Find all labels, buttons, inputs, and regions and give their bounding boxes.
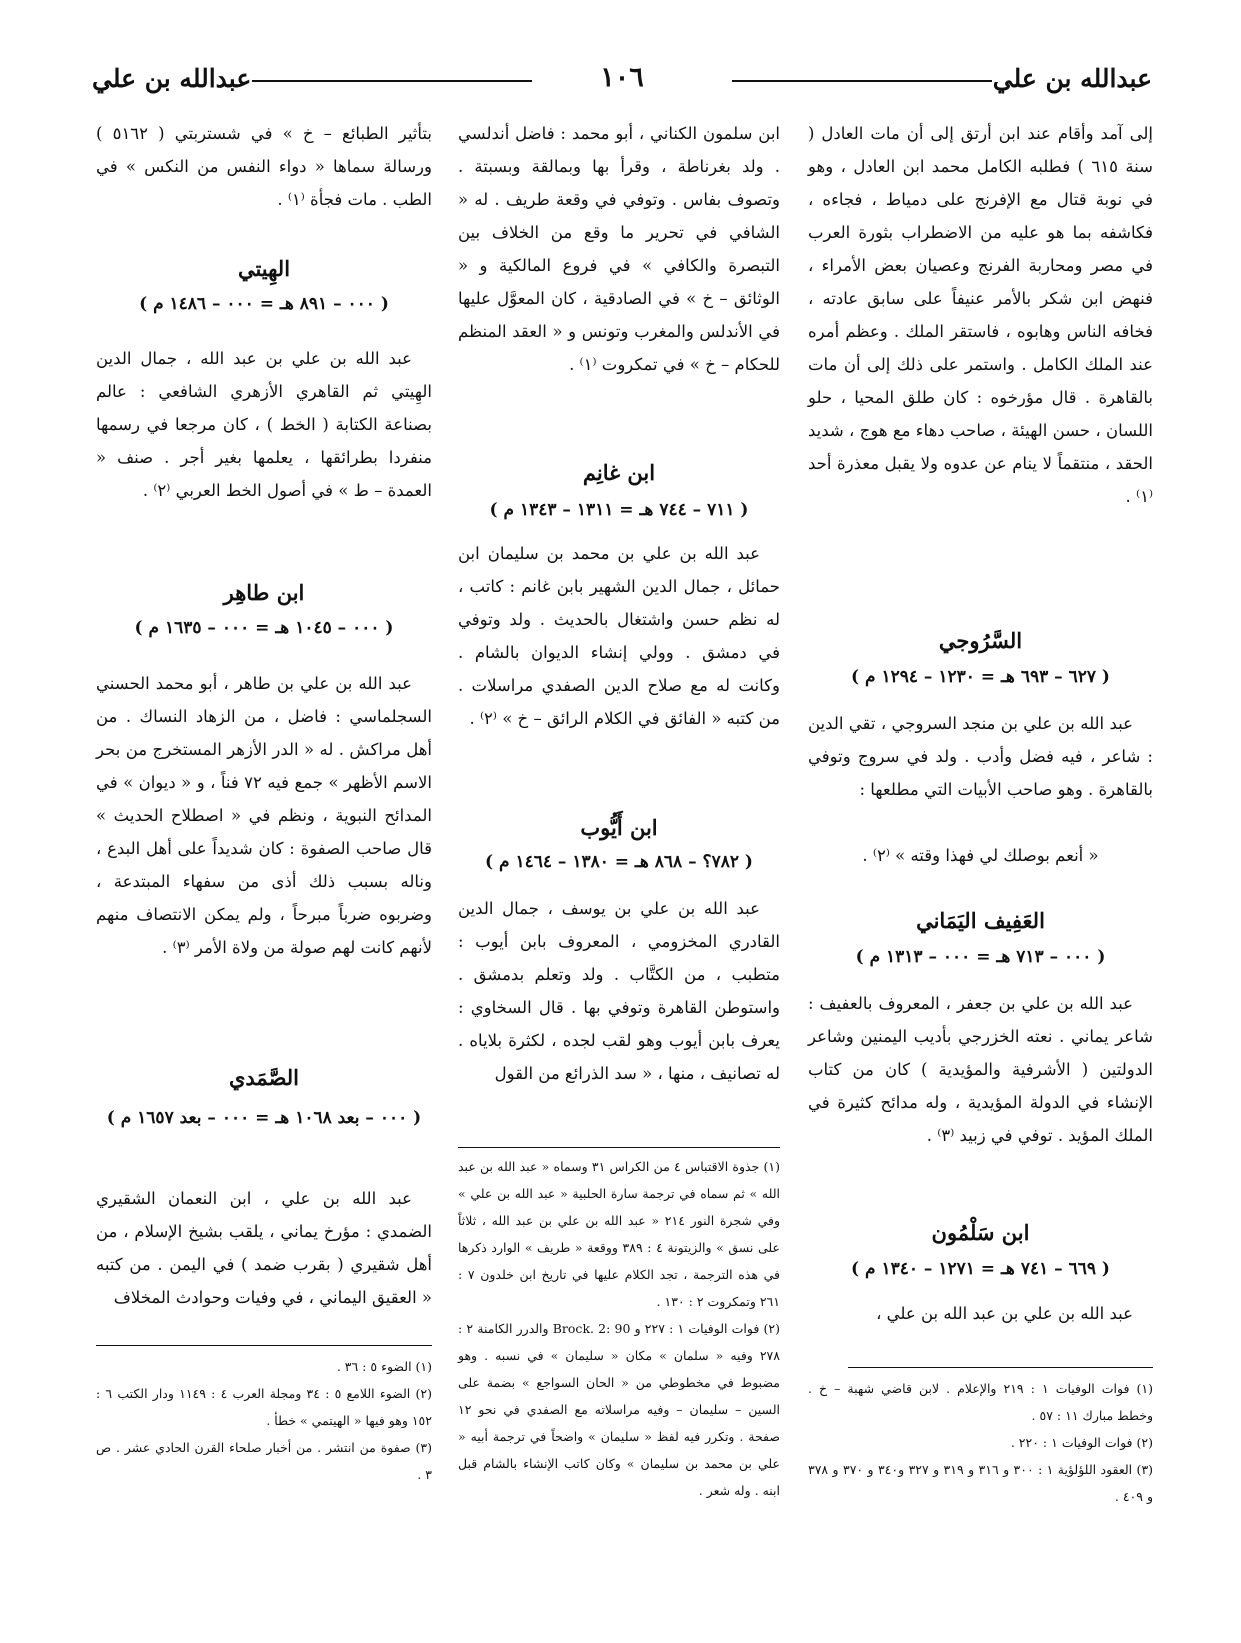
- entry-verse-saruji: « أنعم بوصلك لي فهذا وقته » ⁽٢⁾ .: [862, 846, 1099, 865]
- footnote: (٣) العقود اللؤلؤية ١ : ٣٠٠ و ٣١٦ و ٣١٩ و ٣٢٧ و٣٤٠ و ٣٧٠ و ٣٧٨ و ٤٠٩ .: [808, 1462, 1154, 1504]
- entry-dates-afif: ( ٠٠٠ – ٧١٣ هـ = ٠٠٠ – ١٣١٣ م ): [855, 947, 1106, 967]
- column-middle: [458, 117, 780, 1617]
- column-right: [808, 117, 1153, 1617]
- entry-dates-ibn-ayyub: ( ٧٨٢؟ – ٨٦٨ هـ = ١٣٨٠ – ١٤٦٤ م ): [485, 852, 753, 872]
- entry-dates-ibn-ghanim: ( ٧١١ – ٧٤٤ هـ = ١٣١١ – ١٣٤٣ م ): [489, 500, 749, 520]
- footnotes-middle: [458, 1153, 780, 1504]
- entry-body-ibn-ghanim: عبد الله بن علي بن محمد بن سليمان ابن حمائل ، جمال الدين الشهير بابن غانم : كاتب ، له نظم حسن واشتغال بالحديث . ولد وتوفي في دمشق . وولي إنشاء الديوان بالشام . وكانت له مع صلاح الدين الصفدي مراسلات . من كتبه « الفائق في الكلام الرائق – خ » ⁽٢⁾ .: [458, 544, 780, 728]
- entry-dates-haythi: ( ٠٠٠ – ٨٩١ هـ = ٠٠٠ – ١٤٨٦ م ): [139, 294, 389, 314]
- running-title-left: عبدالله بن علي: [92, 64, 252, 93]
- footnotes-right: [808, 1375, 1153, 1510]
- entry-dates-saruji: ( ٦٢٧ – ٦٩٣ هـ = ١٢٣٠ – ١٢٩٤ م ): [851, 667, 1110, 687]
- entry-title-saruji: السَّرُوجي: [938, 628, 1023, 653]
- running-header: [92, 60, 1152, 100]
- entry-title-ibn-ghanim: ابن غانِم: [582, 460, 656, 485]
- entry-body-afif: عبد الله بن علي بن جعفر ، المعروف بالعفيف : شاعر يماني . نعته الخزرجي بأديب اليمنين وشاعر الدولتين ( الأشرفية والمؤيدية ) كان من كتاب الإنشاء في الدولة المؤيدية ، وله مدائح كثيرة في الملك المؤيد . توفي في زبيد ⁽٣⁾ .: [808, 994, 1153, 1145]
- footnote: (١) فوات الوفيات ١ : ٢١٩ والإعلام . لابن قاضي شهبة – خ . وخطط مبارك ١١ : ٥٧ .: [808, 1381, 1153, 1423]
- footnote-rule: [458, 1147, 780, 1148]
- entry-title-ibn-ayyub: ابن أَيُّوب: [580, 815, 658, 840]
- footnote-rule: [96, 1345, 432, 1346]
- entry-dates-ibn-salmun: ( ٦٦٩ – ٧٤١ هـ = ١٢٧١ – ١٣٤٠ م ): [851, 1259, 1110, 1279]
- header-rule-left: [252, 80, 532, 82]
- entry-body-haythi: عبد الله بن علي بن عبد الله ، جمال الدين الهِيتي ثم القاهري الأزهري الشافعي : عالم بصناعة الكتابة ( الخط ) ، كان مرجعا في رسمها منفردا بطرائقها ، يعلمها بغير أجر . صنف « العمدة – ط » في أصول الخط العربي ⁽٢⁾ .: [96, 349, 432, 500]
- continuation-paragraph: إلى آمد وأقام عند ابن أرتق إلى أن مات العادل ( سنة ٦١٥ ) فطلبه الكامل محمد ابن العادل ، وهو في نوبة قتال مع الإفرنج على دمياط ، فجاءه ، فكاشفه بما هو عليه من الاضطراب بثورة العرب في مصر ومحاربة الفرنج وعصيان بعض الأمراء ، فنهض ابن شكر بالأمر عنيفاً على سابق عادته ، فخافه الناس وهابوه ، فاستقر الملك . وعظم أمره عند الملك الكامل . واستمر على ذلك إلى أن مات بالقاهرة . قال مؤرخوه : كان طلق المحيا ، حلو اللسان ، حسن الهيئة ، صاحب دهاء مع هوج ، شديد الحقد ، منتقماً لا ينام عن عدوه ولا يقبل معذرة أحد ⁽١⁾ .: [808, 124, 1153, 506]
- footnotes-left: [96, 1353, 432, 1488]
- footnote: (٣) صفوة من انتشر . من أخبار صلحاء القرن الحادي عشر . ص ٣ .: [96, 1440, 432, 1482]
- footnote: (١) جذوة الاقتباس ٤ من الكراس ٣١ وسماه « عبد الله بن عبد الله » ثم سماه في ترجمة سارة الحلبية « عبد الله بن علي » وفي شجرة النور ٢١٤ « عبد الله بن علي بن عبد الله ، ثلاثاً على نسق » والزيتونة ٤ : ٣٨٩ ووقعة « طريف » الوارد ذكرها في هذه الترجمة ، تجد الكلام عليها في تاريخ ابن خلدون ٧ : ٢٦١ وتمكروت ٢ : ١٣٠ .: [458, 1159, 781, 1309]
- entry-body-ibn-ayyub: عبد الله بن علي بن يوسف ، جمال الدين القادري المخزومي ، المعروف بابن أيوب : متطبب ، من الكتَّاب . ولد وتعلم بدمشق . واستوطن القاهرة وتوفي بها . قال السخاوي : يعرف بابن أيوب وهو لقب لجده ، لكثرة بلاياه . له تصانيف ، منها ، « سد الذرائع من القول: [458, 899, 780, 1083]
- footnote: (١) الضوء ٥ : ٣٦ .: [336, 1359, 432, 1374]
- continuation-paragraph: بتأثير الطبائع – خ » في شستربتي ( ٥١٦٢ ) ورسالة سماها « دواء النفس من النكس » في الطب . مات فجأة ⁽١⁾ .: [96, 124, 432, 209]
- entry-body-saruji: عبد الله بن علي بن منجد السروجي ، تقي الدين : شاعر ، فيه فضل وأدب . ولد في سروج وتوفي بالقاهرة . وهو صاحب الأبيات التي مطلعها :: [808, 714, 1153, 799]
- entry-body-ibn-salmun: عبد الله بن علي بن عبد الله بن علي ،: [876, 1304, 1133, 1323]
- header-rule-right: [732, 80, 992, 82]
- entry-dates-ibn-tahir: ( ٠٠٠ – ١٠٤٥ هـ = ٠٠٠ – ١٦٣٥ م ): [134, 618, 394, 638]
- entry-title-ibn-tahir: ابن طاهِر: [223, 580, 305, 605]
- entry-dates-samadi: ( ٠٠٠ – بعد ١٠٦٨ هـ = ٠٠٠ – بعد ١٦٥٧ م ): [106, 1108, 422, 1128]
- footnote: (٢) الضوء اللامع ٥ : ٣٤ ومجلة العرب ٤ : ١١٤٩ ودار الكتب ٦ : ١٥٢ وهو فيها « الهيتمي » خطأ .: [96, 1386, 432, 1428]
- continuation-paragraph: ابن سلمون الكناني ، أبو محمد : فاضل أندلسي . ولد بغرناطة ، وقرأ بها وبمالقة وبسبتة . وتصوف بفاس . وتوفي في وقعة طريف . له « الشافي في تحرير ما وقع من الخلاف بين التبصرة والكافي » في فروع المالكية و « الوثائق – خ » في الصادقية ، كان المعوَّل عليها في الأندلس والمغرب وتونس و « العقد المنظم للحكام – خ » في تمكروت ⁽١⁾ .: [458, 124, 780, 374]
- footnote-rule: [848, 1367, 1153, 1368]
- entry-title-haythi: الهِيتي: [237, 256, 291, 281]
- footnote: (٢) فوات الوفيات ١ : ٢٢٧ و Brock. 2: 90 والدرر الكامنة ٢ : ٢٧٨ وفيه « سلمان » مكان « سليمان » في نسبه . وهو مضبوط في مخطوطي من « الحان السواجع » بضمة على السين – سليمان – وفيه مراسلاته مع الصفدي في نحو ١٢ صفحة . وتكرر فيه لفظ « سليمان » واضحاً في ترجمة أبيه « علي بن محمد بن سليمان » وكان كاتب الإنشاء بالشام قبل ابنه . وله شعر .: [458, 1321, 780, 1498]
- entry-title-afif: العَفِيف اليَمَاني: [916, 908, 1045, 933]
- entry-title-ibn-salmun: ابن سَلْمُون: [931, 1220, 1030, 1245]
- entry-body-samadi: عبد الله بن علي ، ابن النعمان الشقيري الضمدي : مؤرخ يماني ، يلقب بشيخ الإسلام ، من أهل شقيري ( بقرب ضمد ) في اليمن . من كتبه « العقيق اليماني ، في وفيات وحوادث المخلاف: [96, 1189, 432, 1307]
- entry-title-samadi: الصَّمَدي: [228, 1065, 300, 1090]
- footnote: (٢) فوات الوفيات ١ : ٢٢٠ .: [1010, 1435, 1153, 1450]
- column-left: [96, 117, 432, 1617]
- page-number: ١٠٦: [600, 62, 644, 93]
- running-title-right: عبدالله بن علي: [992, 64, 1152, 93]
- entry-body-ibn-tahir: عبد الله بن علي بن طاهر ، أبو محمد الحسني السجلماسي : فاضل ، من الزهاد النساك . من أهل مراكش . له « الدر الأزهر المستخرج من بحر الاسم الأظهر » جمع فيه ٧٢ فناً ، و « ديوان » في المدائح النبوية ، ونظم في « اصطلاح الحديث » قال صاحب الصفوة : كان شديداً على أهل البدع ، وناله بسبب ذلك أذى من سفهاء المبتدعة ، وضربوه ضرباً مبرحاً ، ولم يمكن الانتصاف منهم لأنهم كانت لهم صولة من ولاة الأمر ⁽٣⁾ .: [96, 674, 432, 957]
